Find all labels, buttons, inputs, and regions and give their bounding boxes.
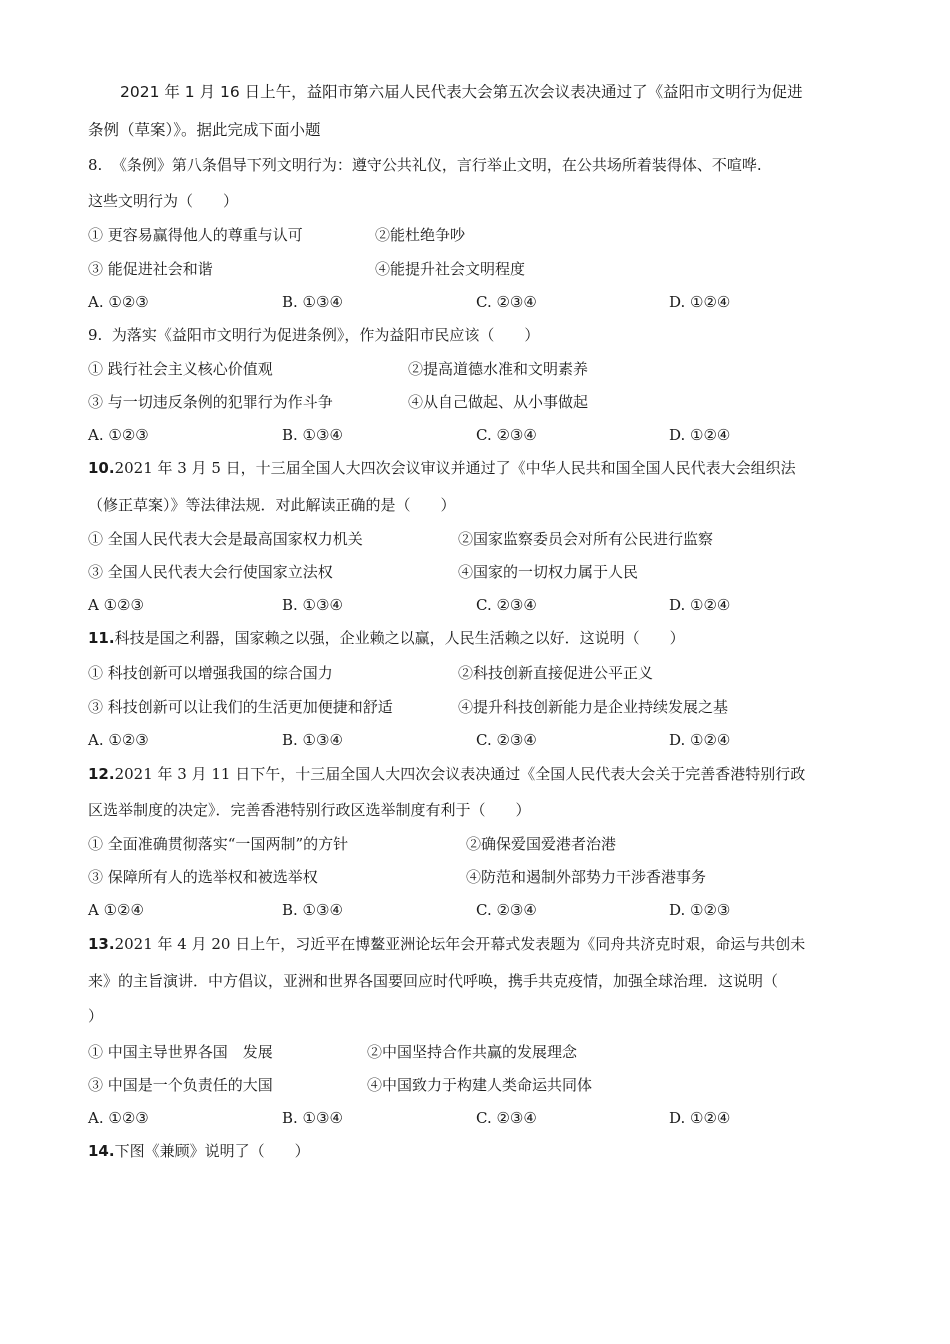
question-10-text: 2021 年 3 月 5 日，十三届全国人大四次会议审议并通过了《中华人民共和国全国人民代表大会组织法 xyxy=(114,459,796,477)
question-14-number: 14. xyxy=(88,1142,115,1160)
intro-line-1: 2021 年 1 月 16 日上午，益阳市第六届人民代表大会第五次会议表决通过了《益阳市文明行为促进 xyxy=(120,83,803,101)
statement-3: ③ 与一切违反条例的犯罪行为作斗争 xyxy=(88,393,333,411)
statement-4: ④从自己做起、从小事做起 xyxy=(408,393,589,411)
choice-c[interactable]: C. ②③④ xyxy=(476,596,537,614)
statement-1: ① 科技创新可以增强我国的综合国力 xyxy=(88,664,333,682)
choice-b[interactable]: B. ①③④ xyxy=(282,901,343,919)
choice-b[interactable]: B. ①③④ xyxy=(282,596,343,614)
statement-4: ④中国致力于构建人类命运共同体 xyxy=(367,1076,593,1094)
question-14-stem-1 xyxy=(88,1141,310,1161)
question-14-text: 下图《兼顾》说明了（ ） xyxy=(114,1142,310,1160)
choice-c[interactable]: C. ②③④ xyxy=(476,731,537,749)
choice-d[interactable]: D. ①②③ xyxy=(669,901,731,919)
statement-3: ③ 能促进社会和谐 xyxy=(88,260,213,278)
question-11-text: 科技是国之利器，国家赖之以强，企业赖之以赢，人民生活赖之以好．这说明（ ） xyxy=(114,629,685,647)
question-12-number: 12. xyxy=(88,765,115,783)
statement-2: ②国家监察委员会对所有公民进行监察 xyxy=(458,530,714,548)
question-8-text: 《条例》第八条倡导下列文明行为：遵守公共礼仪，言行举止文明，在公共场所着装得体、不喧哗. xyxy=(111,156,762,174)
statement-4: ④国家的一切权力属于人民 xyxy=(458,563,639,581)
statement-1: ① 全国人民代表大会是最高国家权力机关 xyxy=(88,530,363,548)
choice-a[interactable]: A. ①②③ xyxy=(88,731,149,749)
question-8-stem-2: 这些文明行为（ ） xyxy=(88,192,239,210)
question-13-number: 13. xyxy=(88,935,115,953)
question-9-stem-1 xyxy=(88,325,539,345)
question-11-number: 11. xyxy=(88,629,115,647)
statement-2: ②科技创新直接促进公平正义 xyxy=(458,664,654,682)
statement-1: ① 更容易赢得他人的尊重与认可 xyxy=(88,226,303,244)
question-12-stem-1 xyxy=(88,764,805,784)
choice-a[interactable]: A ①②③ xyxy=(88,596,144,614)
question-13-stem-3: ） xyxy=(88,1007,104,1025)
question-8-stem-1 xyxy=(88,155,762,175)
choice-a[interactable]: A. ①②③ xyxy=(88,1109,149,1127)
statement-1: ① 全面准确贯彻落实“一国两制”的方针 xyxy=(88,835,349,853)
choice-c[interactable]: C. ②③④ xyxy=(476,293,537,311)
statement-4: ④能提升社会文明程度 xyxy=(375,260,526,278)
statement-3: ③ 保障所有人的选举权和被选举权 xyxy=(88,868,318,886)
choice-b[interactable]: B. ①③④ xyxy=(282,293,343,311)
statement-4: ④防范和遏制外部势力干涉香港事务 xyxy=(466,868,707,886)
choice-a[interactable]: A. ①②③ xyxy=(88,293,149,311)
question-9-text: 为落实《益阳市文明行为促进条例》，作为益阳市民应该（ ） xyxy=(111,326,540,344)
choice-d[interactable]: D. ①②④ xyxy=(669,1109,731,1127)
question-12-text: 2021 年 3 月 11 日下午，十三届全国人大四次会议表决通过《全国人民代表大会关于完善香港特别行政 xyxy=(114,765,806,783)
choice-d[interactable]: D. ①②④ xyxy=(669,293,731,311)
question-10-stem-2: （修正草案）》等法律法规．对此解读正确的是（ ） xyxy=(88,496,456,514)
statement-2: ②提高道德水准和文明素养 xyxy=(408,360,589,378)
intro-line-2: 条例（草案）》。据此完成下面小题 xyxy=(88,121,321,139)
statement-3: ③ 科技创新可以让我们的生活更加便捷和舒适 xyxy=(88,698,393,716)
question-8-number: 8. xyxy=(88,156,103,174)
statement-4: ④提升科技创新能力是企业持续发展之基 xyxy=(458,698,729,716)
choice-b[interactable]: B. ①③④ xyxy=(282,1109,343,1127)
choice-d[interactable]: D. ①②④ xyxy=(669,596,731,614)
choice-a[interactable]: A ①②④ xyxy=(88,901,144,919)
statement-2: ②能杜绝争吵 xyxy=(375,226,466,244)
choice-a[interactable]: A. ①②③ xyxy=(88,426,149,444)
statement-3: ③ 中国是一个负责任的大国 xyxy=(88,1076,273,1094)
statement-1: ① 践行社会主义核心价值观 xyxy=(88,360,273,378)
question-10-stem-1 xyxy=(88,458,796,478)
choice-c[interactable]: C. ②③④ xyxy=(476,1109,537,1127)
question-13-stem-1 xyxy=(88,934,805,954)
statement-2: ②中国坚持合作共赢的发展理念 xyxy=(367,1043,578,1061)
statement-2: ②确保爱国爱港者治港 xyxy=(466,835,617,853)
statement-3: ③ 全国人民代表大会行使国家立法权 xyxy=(88,563,333,581)
statement-1: ① 中国主导世界各国 发展 xyxy=(88,1043,273,1061)
question-12-stem-2: 区选举制度的决定》．完善香港特别行政区选举制度有利于（ ） xyxy=(88,801,531,819)
choice-d[interactable]: D. ①②④ xyxy=(669,731,731,749)
question-13-text: 2021 年 4 月 20 日上午，习近平在博鳌亚洲论坛年会开幕式发表题为《同舟共济克时艰，命运与共创未 xyxy=(114,935,806,953)
choice-b[interactable]: B. ①③④ xyxy=(282,731,343,749)
choice-c[interactable]: C. ②③④ xyxy=(476,426,537,444)
question-10-number: 10. xyxy=(88,459,115,477)
choice-d[interactable]: D. ①②④ xyxy=(669,426,731,444)
question-9-number: 9. xyxy=(88,326,103,344)
choice-b[interactable]: B. ①③④ xyxy=(282,426,343,444)
question-13-stem-2: 来》的主旨演讲．中方倡议，亚洲和世界各国要回应时代呼唤，携手共克疫情，加强全球治理．这说明（ xyxy=(88,972,779,990)
question-11-stem-1 xyxy=(88,628,685,648)
choice-c[interactable]: C. ②③④ xyxy=(476,901,537,919)
